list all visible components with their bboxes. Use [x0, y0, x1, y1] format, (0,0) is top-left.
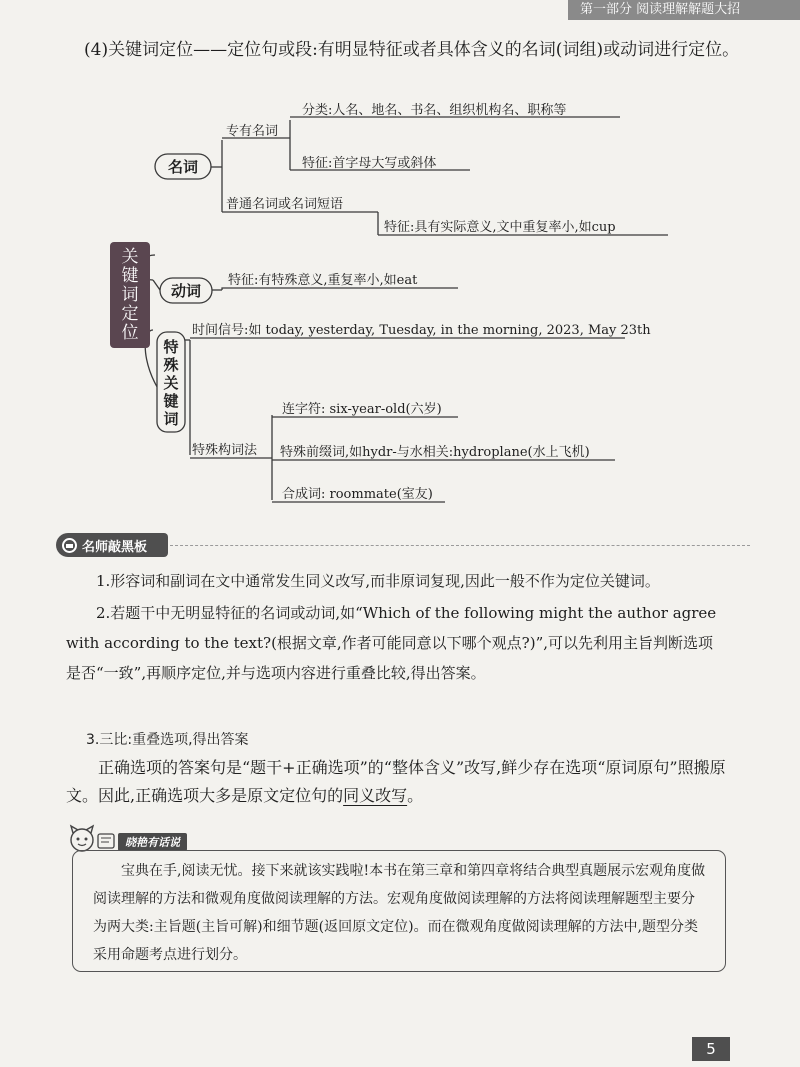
tips-banner [56, 533, 168, 557]
root-char-2: 键 [121, 266, 139, 286]
word-formation-label: 特殊构词法 [192, 443, 258, 458]
graduation-cap-icon [62, 538, 77, 553]
prefix-item: 特殊前缀词,如hydr-与水相关:hydroplane(水上飞机) [280, 445, 590, 460]
time-signal: 时间信号:如 today, yesterday, Tuesday, in the morning, 2023, May 23th [192, 323, 651, 338]
section-header-tab: 第一部分 阅读理解解题大招 [568, 0, 800, 20]
section-title: (4)关键词定位——定位句或段:有明显特征或者具体含义的名词(词组)或动词进行定位。 [84, 40, 740, 60]
special-char-5: 词 [163, 410, 179, 428]
root-char-5: 位 [121, 323, 139, 343]
tip-item: 2.若题干中无明显特征的名词或动词,如“Which of the following might the author agree with according to the text?(根据文章,作者可能同意以下哪个观点?)”,可以先利用主旨判断选项是否“一致”,再顺序定位,并与选项内容进行重叠比较,得出答案。 [66, 604, 717, 682]
special-char-4: 键 [163, 392, 179, 410]
compound-item: 合成词: roommate(室友) [282, 487, 433, 502]
body-text-end: 。 [407, 786, 424, 805]
tip-item: 1.形容词和副词在文中通常发生同义改写,而非原词复现,因此一般不作为定位关键词。 [96, 572, 660, 590]
body-paragraph [66, 754, 746, 810]
subsection-title: 3.三比:重叠选项,得出答案 [86, 732, 249, 748]
special-char-3: 关 [163, 374, 179, 392]
note-box [72, 850, 726, 972]
keyword-mindmap [0, 90, 800, 520]
noun-label: 名词 [167, 158, 199, 176]
verb-feature: 特征:有特殊意义,重复率小,如eat [228, 273, 418, 288]
proper-noun-label: 专有名词 [226, 124, 279, 139]
special-char-2: 殊 [163, 356, 179, 374]
root-char-3: 词 [121, 285, 139, 305]
tips-list [66, 566, 726, 690]
note-text: 宝典在手,阅读无忧。接下来就该实践啦!本书在第三章和第四章将结合典型真题展示宏观角度做阅读理解的方法和微观角度做阅读理解的方法。宏观角度做阅读理解的方法将阅读理解题型主要分为两大类:主旨题(主旨可解)和细节题(返回原文定位)。而在微观角度做阅读理解的方法中,题型分类采用命题考点进行划分。 [93, 863, 706, 963]
root-char-4: 定 [121, 304, 139, 324]
common-noun-label: 普通名词或名词短语 [226, 197, 344, 212]
note-label: 晓艳有话说 [118, 833, 187, 851]
hyphen-item: 连字符: six-year-old(六岁) [282, 402, 442, 417]
root-char-1: 关 [121, 247, 139, 267]
tips-banner-label: 名师敲黑板 [82, 539, 148, 555]
body-text-main: 正确选项的答案句是“题干+正确选项”的“整体含义”改写,鲜少存在选项“原词原句”照搬原文。因此,正确选项大多是原文定位句的 [66, 758, 726, 805]
page-number: 5 [692, 1037, 730, 1061]
body-text-underlined: 同义改写 [343, 786, 408, 805]
common-noun-feature: 特征:具有实际意义,文中重复率小,如cup [384, 220, 616, 235]
banner-divider [170, 545, 750, 546]
verb-label: 动词 [170, 282, 202, 300]
special-char-1: 特 [163, 338, 179, 356]
proper-noun-feature: 特征:首字母大写或斜体 [302, 156, 437, 171]
proper-noun-category: 分类:人名、地名、书名、组织机构名、职称等 [302, 103, 567, 118]
